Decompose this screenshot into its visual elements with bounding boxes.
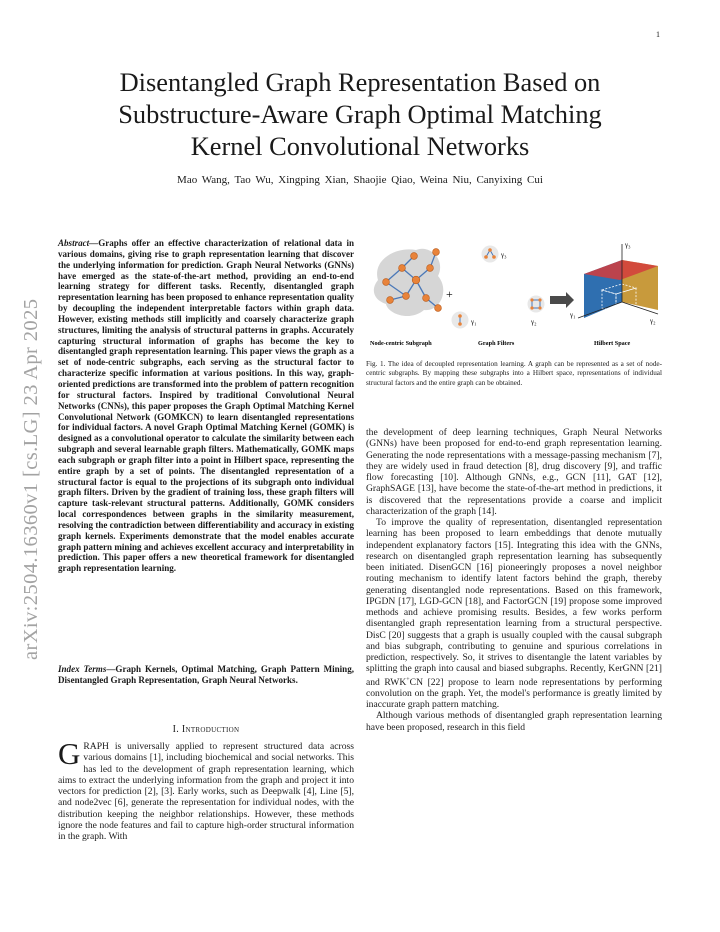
svg-text:γ₁: γ₁ bbox=[471, 318, 477, 326]
svg-text:γ₃: γ₃ bbox=[625, 241, 631, 249]
label-hilbert-space: Hilbert Space bbox=[594, 340, 631, 347]
mapping-arrow bbox=[550, 292, 574, 308]
graph-filter-2 bbox=[528, 296, 545, 327]
svg-text:γ₂: γ₂ bbox=[650, 317, 656, 325]
arxiv-identifier-stamp[interactable]: arXiv:2504.16360v1 [cs.LG] 23 Apr 2025 bbox=[20, 298, 42, 660]
index-terms-label: Index Terms bbox=[58, 664, 107, 674]
figure-1-caption: Fig. 1. The idea of decoupled representation learning. A graph can be represented as a set of node-centric subgraphs. By mapping these subgraphs into a Hilbert space, representations of individual structural factors and the entire graph can be obtained. bbox=[366, 360, 662, 387]
author-list: Mao Wang, Tao Wu, Xingping Xian, Shaojie Qiao, Weina Niu, Canyixing Cui bbox=[177, 174, 543, 186]
page-number: 1 bbox=[656, 30, 660, 39]
section-heading-introduction: I. Introduction bbox=[172, 724, 240, 735]
graph-filter-3 bbox=[482, 246, 508, 263]
intro-paragraph-2: To improve the quality of representation, disentangled representation learning has been proposed to learn embeddings that denote mutually independent explanatory factors [15]. Integrating this idea with the GNNs, research on disentangled graph representation learning has subsequently been initiated. DisenGCN [16] pioneeringly proposes a novel neighbor routing mechanism to identify latent factors behind the graph, thereby generating disentangled node representations. Based on this framework, IPGDN [17], LGD-GCN [18], and FactorGCN [19] propose some improved methods and achieve promising results. Besides, a few works perform disentangled graph representation learning from a structural perspective. DisC [20] suggests that a graph is usually coupled with the causal subgraph and bias subgraph, contributing to genuine and spurious correlations in prediction, respectively. So, it strives to disentangle the latent variables by splitting the graph into causal and biased subgraphs. Recently, KerGNN [21] and RWK+CN [22] propose to learn node representations by performing convolution on the graph. Yet, the model's performance is greatly limited by inaccurate graph pattern matching. bbox=[366, 517, 663, 711]
drop-cap-letter: G bbox=[58, 736, 81, 771]
figure-1-diagram bbox=[366, 238, 662, 348]
introduction-left-column bbox=[58, 736, 354, 842]
svg-text:γ₃: γ₃ bbox=[501, 251, 507, 259]
plus-sign: + bbox=[446, 287, 453, 301]
graph-filter-1 bbox=[452, 312, 477, 329]
index-terms-text: —Graph Kernels, Optimal Matching, Graph Pattern Mining, Disentangled Graph Representation, Graph Neural Networks. bbox=[58, 664, 354, 685]
hilbert-space-cube bbox=[569, 241, 658, 325]
figure-1 bbox=[366, 238, 662, 348]
intro-paragraph-3: Although various methods of disentangled graph representation learning have been proposed, research in this field bbox=[366, 710, 662, 733]
index-terms bbox=[58, 664, 354, 686]
label-node-centric-subgraph: Node-centric Subgraph bbox=[370, 340, 432, 347]
paper-title: Disentangled Graph Representation Based on Substructure-Aware Graph Optimal Matching Kernel Convolutional Networks bbox=[118, 67, 602, 161]
abstract bbox=[58, 238, 354, 574]
label-graph-filters: Graph Filters bbox=[478, 340, 515, 347]
intro-paragraph-1-continued: the development of deep learning techniques, Graph Neural Networks (GNNs) have been proposed for end-to-end graph representation learning. Generating the node representations with a message-passing mechanism [7], they are widely used in fraud detection [8], drug discovery [9], and traffic flow forecasting [10]. Although GNNs, e.g., GCN [11], GAT [12], GraphSAGE [13], have become the state-of-the-art method in predictions, it is discovered that the representations provide a coarse and implicit characterization of the graph [14]. bbox=[366, 427, 662, 517]
intro-paragraph-1: GRAPH is universally applied to represent structured data across various domains [1], including biochemical and social networks. This has led to the development of graph representation learning, which aims to extract the underlying information from the graph and project it into vectors for prediction [2], [3]. Early works, such as Deepwalk [4], Line [5], and node2vec [6], generate the representation for individual nodes, with the distribution keeping the neighbor relationships. However, these methods ignore the node features and fail to capture high-order structural information in the graph. With bbox=[58, 736, 354, 842]
abstract-label: Abstract— bbox=[58, 238, 99, 248]
abstract-text: Graphs offer an effective characterization of relational data in various domains, giving rise to graph representation learning that discover the underlying information for prediction. Graph Neural Networks (GNNs) have emerged as the state-of-the-art method, providing an end-to-end learning strategy for different tasks. Recently, disentangled graph representation learning has been proposed to enhance representation quality by decoupling the independent interpretable factors within graph data. However, existing methods still implicitly and coarsely characterize graph structures, limiting the analysis of structural patterns in graphs. Accurately capturing structural information of graphs has become the key to disentangled graph representation learning. This paper views the graph as a set of node-centric subgraphs, each serving as the structural factor to characterize specific information at various positions. In this way, graph-oriented predictions are transformed into the problem of pattern recognition for structural factors. Inspired by traditional Convolutional Neural Networks (CNNs), this paper proposes the Graph Optimal Matching Kernel Convolutional Network (GOMKCN) to learn disentangled representations for individual factors. A novel Graph Optimal Matching Kernel (GOMK) is designed as a convolutional operator to calculate the similarity between each subgraph and several learnable graph filters. Mathematically, GOMK maps each subgraph or graph filter into a point in Hilbert space, representing the entire graph by a set of points. The disentangled representation of a structural factor is equal to the projections of its subgraph onto individual graph filters. Driven by the gradient of training loss, these graph filters will capture task-relevant structural patterns. Additionally, GOMK considers local correspondences between graphs in the similarity measurement, resolving the contradiction between differentiability and accuracy in existing graph kernels. Experiments demonstrate that the model enables accurate graph pattern mining and achieves excellent accuracy and interpretability in prediction. This paper offers a new theoretical framework for disentangled graph representation learning. bbox=[58, 238, 354, 574]
svg-text:γ₂: γ₂ bbox=[531, 318, 537, 326]
introduction-right-column bbox=[366, 427, 662, 733]
svg-text:γ₁: γ₁ bbox=[570, 311, 576, 319]
